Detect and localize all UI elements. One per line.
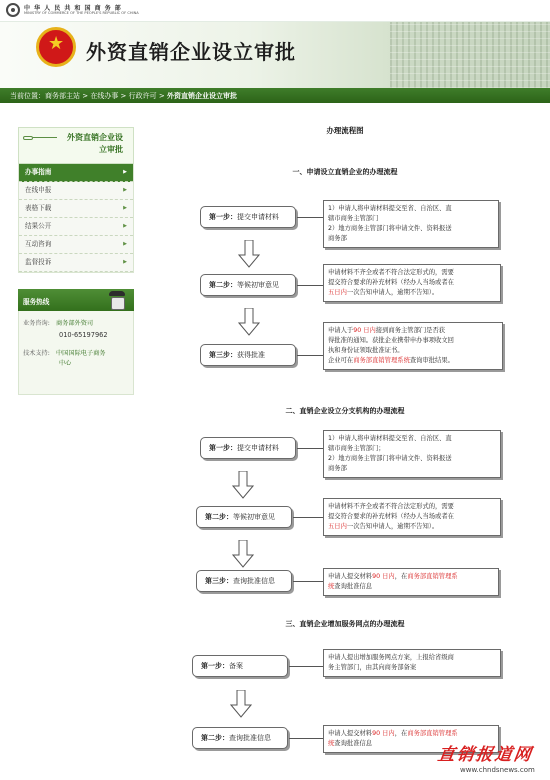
watermark-logo: 直销报道网 [436,745,535,765]
flow-step-3-1 [192,655,288,677]
step-number: 第一步： [201,662,229,670]
sidebar [18,127,134,500]
desc-line [328,288,496,298]
desc-line: 2）地方商务主管部门将申请文件、资料报送 [328,225,452,232]
arrow-right-icon: ▶ [123,259,127,265]
step-number: 第二步： [205,513,233,521]
step-name: 提交申请材料 [237,444,279,452]
flow-step-1-3 [200,344,296,366]
step-desc-1-2 [323,264,501,302]
step-number: 第一步： [209,213,237,221]
breadcrumb-link-permit[interactable]: 行政许可 [128,92,157,100]
step-number: 第二步： [209,281,237,289]
step-desc-1-1 [323,200,499,248]
breadcrumb-bar [0,88,550,103]
breadcrumb [10,91,237,101]
highlight-text: 商务部直销管理系 [407,730,458,737]
desc-line [328,268,496,278]
sidebar-menu [18,164,134,273]
step-name: 查询批准信息 [233,577,275,585]
desc-line: 辖市商务主管部门 [328,215,379,222]
consult-link[interactable]: 商务部外资司 [56,320,94,327]
flow-step-3-2 [192,727,288,749]
down-arrow-icon [238,308,260,336]
step-number: 第一步： [209,444,237,452]
national-emblem-icon [36,27,76,67]
connector-line [297,285,323,286]
breadcrumb-link-online[interactable]: 在线办事 [90,92,119,100]
ministry-logo-icon [6,3,20,17]
breadcrumb-link-home[interactable]: 商务部主站 [45,92,80,100]
building-image [390,22,550,88]
down-arrow-icon [232,540,254,568]
desc-line [328,522,496,532]
key-icon [23,136,33,140]
step-desc-3-1 [323,649,501,677]
desc-line [328,346,498,356]
connector-line [297,448,323,449]
desc-line [328,729,494,739]
breadcrumb-separator: > [118,92,129,100]
support-label: 技术支持: [23,350,50,357]
desc-text: 查询批准信息 [334,740,373,747]
flow-step-2-3 [196,570,292,592]
desc-line: 务主管部门，由其向商务部备案 [328,664,417,671]
sidebar-item-label: 互动咨询 [25,240,52,248]
section-title-3: 三、直销企业增加服务网点的办理流程 [285,620,405,628]
desc-text: 查询批准信息 [334,583,373,590]
section-title-1: 一、申请设立直销企业的办理流程 [292,168,398,176]
step-desc-2-1 [323,430,501,478]
arrow-right-icon: ▶ [123,205,127,211]
connector-line [297,217,323,218]
desc-text: ，在 [394,730,408,737]
step-name: 等候初审意见 [237,281,279,289]
header-banner [0,22,550,88]
page-title: 办理流程图 [326,126,364,135]
sidebar-item-label: 监督投诉 [25,258,52,266]
highlight-text: 商务部直销管理系 [407,573,458,580]
connector-line [293,581,323,582]
desc-line: 1）申请人将申请材料提交至省、自治区、直 [328,435,452,442]
highlight-text: 商务部直销管理系统 [353,357,410,364]
hotline-title: 服务热线 [23,298,50,306]
desc-line [328,356,498,366]
desc-text: 一次告知申请人，逾期不告知）。 [346,523,439,530]
step-number: 第三步： [209,351,237,359]
arrow-right-icon: ▶ [123,187,127,193]
desc-line: 申请人提出增加服务网点方案，上报给省级商 [328,654,454,661]
step-name: 查询批准信息 [229,734,271,742]
step-number: 第二步： [201,734,229,742]
connector-line [297,355,323,356]
sidebar-title: 外资直销企业设立审批 [67,133,123,154]
desc-text: 企业可在 [328,357,354,364]
sidebar-item-forms[interactable] [19,200,133,218]
flowchart-content [140,104,550,780]
flow-step-2-1 [200,437,296,459]
highlight-text: 90 日内 [372,573,395,580]
sidebar-item-label: 表格下载 [25,204,52,212]
sidebar-item-apply[interactable] [19,182,133,200]
step-name: 获得批准 [237,351,265,359]
flow-step-1-2 [200,274,296,296]
desc-line [328,512,496,522]
site-title: 外资直销企业设立审批 [86,40,296,64]
down-arrow-icon [232,471,254,499]
sidebar-item-label: 办事指南 [25,168,52,176]
highlight-text: 五日内 [328,523,347,530]
sidebar-header [18,127,134,164]
step-number: 第三步： [205,577,233,585]
key-line-icon [33,137,57,138]
desc-text: 申请人提交材料 [328,730,373,737]
arrow-right-icon: ▶ [123,223,127,229]
highlight-text: 统 [328,740,335,747]
step-desc-2-3 [323,568,499,596]
watermark-url: www.chndsnews.com [460,766,535,774]
hotline-header [18,289,134,311]
telephone-icon [108,290,126,310]
flow-step-2-2 [196,506,292,528]
ministry-name-cn: 中 华 人 民 共 和 国 商 务 部 [24,5,122,12]
highlight-text: 五日内 [328,289,347,296]
breadcrumb-separator: > [80,92,91,100]
consult-label: 业务咨询: [23,320,50,327]
step-desc-2-2 [323,498,501,536]
top-bar [0,0,550,22]
desc-line [328,502,496,512]
breadcrumb-current: 外资直销企业设立审批 [166,92,237,100]
sidebar-item-results[interactable] [19,218,133,236]
connector-line [289,738,323,739]
desc-line [328,336,498,346]
step-name: 等候初审意见 [233,513,275,521]
arrow-right-icon: ▶ [123,169,127,175]
ministry-name-en: MINISTRY OF COMMERCE OF THE PEOPLE'S REPUBLIC OF CHINA [24,11,139,15]
breadcrumb-separator: > [156,92,167,100]
highlight-text: 90 日内 [353,327,376,334]
sidebar-item-consult[interactable] [19,236,133,254]
desc-text: 申请人提交材料 [328,573,373,580]
breadcrumb-prefix: 当前位置： [10,92,45,100]
desc-text: 查询审批结果。 [409,357,454,364]
connector-line [293,517,323,518]
support-link[interactable]: 中国国际电子商务 [56,350,106,357]
desc-text: 提交符合要求的补充材料（经办人当场或者在 [328,279,454,286]
desc-text: 申请材料不齐全或者不符合法定形式的，需要 [328,269,454,276]
highlight-text: 统 [328,583,335,590]
sidebar-item-guide[interactable] [19,164,133,182]
sidebar-item-label: 结果公开 [25,222,52,230]
support-link-cont[interactable]: 中心 [59,360,72,367]
highlight-text: 90 日内 [372,730,395,737]
hotline-panel [18,311,134,395]
desc-text: 一次告知申请人，逾期不告知）。 [346,289,439,296]
desc-line [328,278,496,288]
down-arrow-icon [230,690,252,718]
sidebar-item-label: 在线申报 [25,186,52,194]
section-title-2: 二、直销企业设立分支机构的办理流程 [285,407,405,415]
desc-line [328,582,494,592]
desc-text: 接到商务主管部门是否获 [375,327,446,334]
step-name: 备案 [229,662,243,670]
connector-line [289,666,323,667]
desc-text: 申请材料不齐全或者不符合法定形式的，需要 [328,503,454,510]
desc-line: 商务部 [328,235,347,242]
desc-text: 得批准的通知。获批企业携带申办事项收文回 [328,337,454,344]
step-desc-1-3 [323,322,503,370]
desc-line [328,572,494,582]
desc-text: 执和身份证领取批准证书。 [328,347,404,354]
sidebar-item-complaint[interactable] [19,254,133,272]
desc-line: 商务部 [328,465,347,472]
desc-line: 2）地方商务主管部门将申请文件、资料报送 [328,455,452,462]
desc-text: 提交符合要求的补充材料（经办人当场或者在 [328,513,454,520]
desc-line [328,326,498,336]
consult-phone: 010-65197962 [59,331,108,339]
arrow-right-icon: ▶ [123,241,127,247]
step-name: 提交申请材料 [237,213,279,221]
desc-text: 申请人于 [328,327,354,334]
down-arrow-icon [238,240,260,268]
flow-step-1-1 [200,206,296,228]
desc-line: 1）申请人将申请材料提交至省、自治区、直 [328,205,452,212]
desc-line: 辖市商务主管部门； [328,445,385,452]
desc-text: ，在 [394,573,408,580]
